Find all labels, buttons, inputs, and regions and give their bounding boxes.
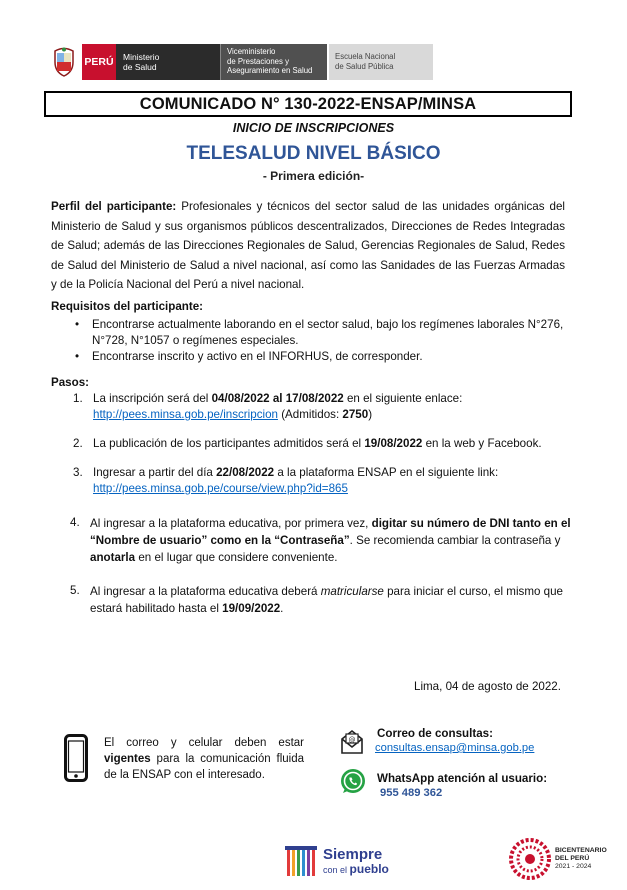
step-text: Al ingresar a la plataforma educativa deberá	[90, 585, 321, 598]
peru-label: PERÚ	[82, 44, 116, 80]
step-number: 4.	[70, 516, 80, 529]
step-bold: anotarla	[90, 551, 136, 564]
bicentenario-line2: DEL PERÚ	[555, 855, 590, 862]
ministerio-line1: Ministerio	[123, 52, 160, 62]
comunicado-title: COMUNICADO N° 130-2022-ENSAP/MINSA	[44, 91, 572, 117]
correo-title: Correo de consultas:	[377, 727, 493, 740]
step-text: en el lugar que considere conveniente.	[135, 551, 338, 564]
escuela-block	[327, 44, 433, 80]
step-bold: digitar su número de DNI tanto en el “Nombre de usuario” como en la “Contraseña”	[90, 517, 571, 547]
step-text: para iniciar el curso, el mismo que estará habilitado hasta el	[90, 585, 564, 615]
bicentenario-logo	[509, 838, 607, 880]
ministerio-line2: de Salud	[123, 62, 157, 72]
siempre-logo-icon	[285, 844, 319, 880]
siempre-text: Siempre	[323, 845, 383, 863]
step-date: 19/09/2022	[222, 602, 281, 615]
vice-line2: de Prestaciones y	[227, 56, 289, 66]
contact-text: para la comunicación fluida de la ENSAP con el interesado.	[104, 753, 304, 781]
step-dates: 04/08/2022 al 17/08/2022	[211, 392, 344, 405]
step-text: (Admitidos:	[277, 408, 343, 421]
step-2	[73, 436, 573, 452]
whatsapp-number[interactable]: 955 489 362	[380, 787, 443, 799]
step-text: )	[368, 408, 373, 421]
step-1	[73, 391, 573, 423]
bicentenario-emblem-icon	[509, 838, 551, 880]
coat-of-arms-icon	[51, 44, 77, 80]
admitidos-count: 2750	[342, 408, 369, 421]
step-text: La inscripción será del	[93, 392, 212, 405]
escuela-line2: de Salud Pública	[335, 61, 394, 71]
step-5	[70, 583, 573, 617]
step-italic: matricularse	[320, 585, 384, 598]
step-text: Ingresar a partir del día	[93, 466, 217, 479]
step-number: 1.	[73, 392, 83, 405]
ministerio-block	[116, 44, 220, 80]
header-logos	[51, 44, 433, 80]
con-el-text: con el	[323, 864, 348, 875]
contact-bold: vigentes	[104, 753, 151, 765]
step-3	[73, 465, 573, 497]
step-text: en la web y Facebook.	[422, 437, 542, 450]
bicentenario-years: 2021 - 2024	[555, 863, 592, 870]
step-text: en el siguiente enlace:	[343, 392, 463, 405]
whatsapp-title: WhatsApp atención al usuario:	[377, 772, 548, 785]
step-date: 22/08/2022	[216, 466, 275, 479]
step-text: La publicación de los participantes admitidos será el	[93, 437, 365, 450]
list-item: • Encontrarse actualmente laborando en el sector salud, bajo los regímenes laborales N°276, N°728, N°1057 o regímenes especiales.	[75, 317, 575, 348]
step-text: .	[280, 602, 284, 615]
svg-text:@: @	[348, 736, 356, 744]
perfil-text: Profesionales y técnicos del sector salud de las unidades orgánicas del Ministerio de Salud y sus organismos públicos descentralizados, Direcciones de Redes Integradas de Salud; además de las Direcciones Regionales de Salud, Gerencias Regionales de Salud, Redes de Salud del Ministerio de Salud a nivel nacional, así como las Sanidades de las Fuerzas Armadas y de la Policía Nacional del Perú a nivel nacional.	[51, 200, 565, 292]
step-number: 5.	[70, 584, 80, 597]
list-item: • Encontrarse inscrito y activo en el INFORHUS, de corresponder.	[75, 349, 575, 365]
course-link[interactable]: http://pees.minsa.gob.pe/course/view.php?id=865	[93, 482, 348, 495]
step-text: Al ingresar a la plataforma educativa, por primera vez,	[90, 517, 372, 530]
date-line: Lima, 04 de agosto de 2022.	[414, 680, 561, 693]
subheading: INICIO DE INSCRIPCIONES	[232, 121, 395, 135]
step-number: 2.	[73, 437, 83, 450]
whatsapp-icon	[339, 768, 367, 796]
email-icon	[338, 728, 366, 756]
step-text: . Se recomienda cambiar la contraseña y	[349, 534, 561, 547]
pueblo-text: pueblo	[349, 861, 389, 876]
bicentenario-line1: BICENTENARIO	[555, 847, 607, 854]
step-text: a la plataforma ENSAP en el siguiente link:	[274, 466, 499, 479]
escuela-line1: Escuela Nacional	[335, 52, 396, 61]
perfil-paragraph	[51, 197, 565, 295]
mobile-phone-icon	[64, 734, 88, 782]
email-link[interactable]: consultas.ensap@minsa.gob.pe	[375, 742, 535, 754]
edition-label: - Primera edición-	[262, 169, 365, 183]
step-4	[70, 515, 573, 566]
vice-line3: Aseguramiento en Salud	[227, 66, 313, 75]
siempre-con-el-pueblo-logo	[285, 841, 389, 883]
perfil-label: Perfil del participante:	[51, 200, 177, 213]
step-number: 3.	[73, 466, 83, 479]
viceministerio-block	[220, 44, 327, 80]
step-date: 19/08/2022	[364, 437, 423, 450]
course-title: TELESALUD NIVEL BÁSICO	[186, 143, 441, 164]
contact-text: El correo y celular deben estar	[104, 737, 304, 749]
contact-note	[104, 735, 304, 783]
vice-line1: Viceministerio	[227, 47, 276, 56]
inscripcion-link[interactable]: http://pees.minsa.gob.pe/inscripcion	[93, 408, 278, 421]
pasos-title: Pasos:	[51, 376, 90, 389]
requisitos-list	[75, 317, 575, 366]
requisitos-title: Requisitos del participante:	[51, 300, 204, 313]
